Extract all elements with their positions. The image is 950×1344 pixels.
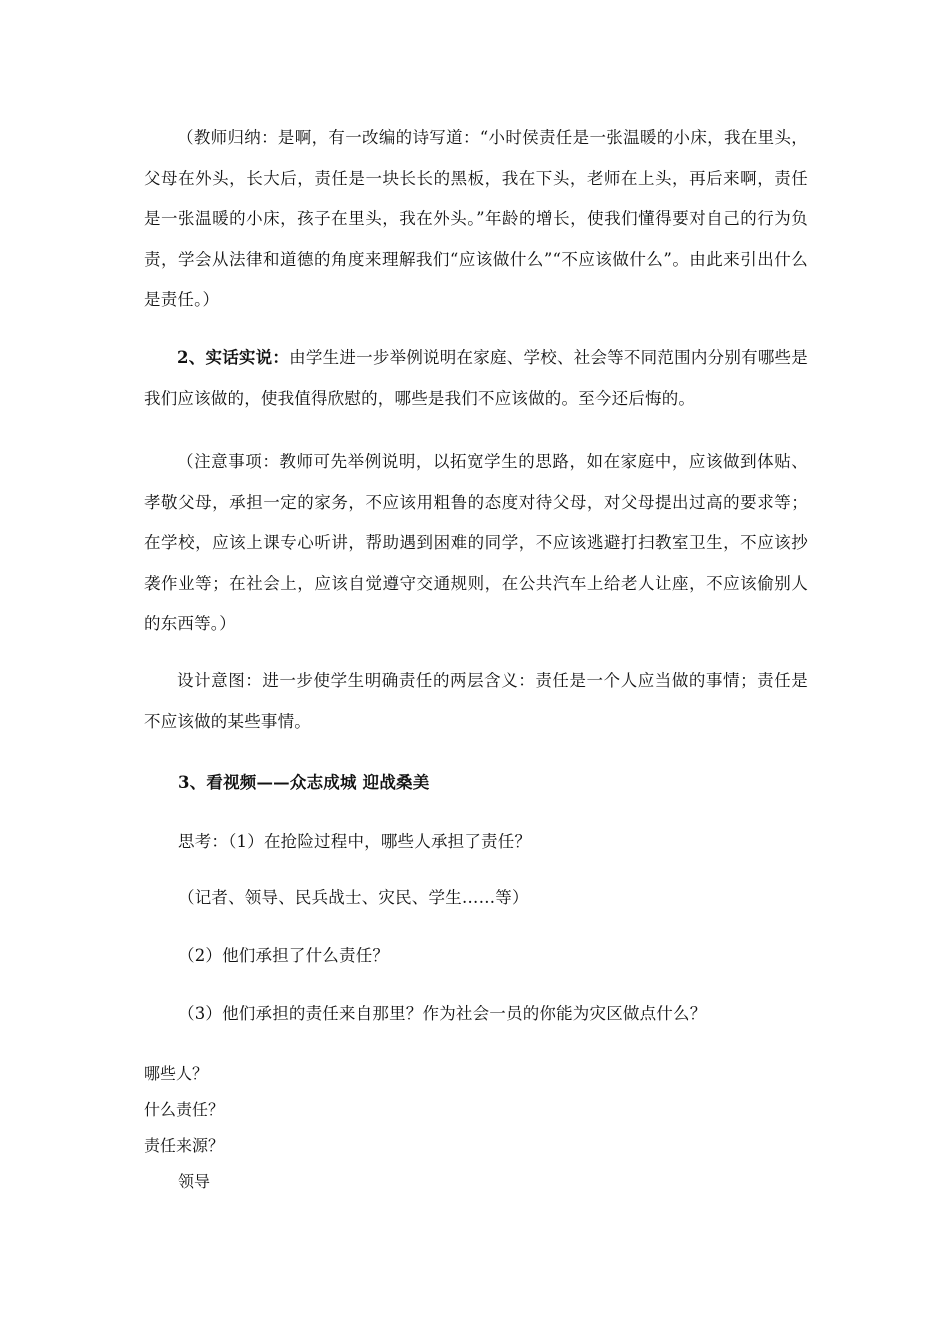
- diagram-item-leader: 领导: [178, 1172, 211, 1191]
- diagram-label-who: 哪些人？: [144, 1064, 209, 1083]
- teacher-summary-paragraph: （教师归纳：是啊，有一改编的诗写道：“小时侯责任是一张温暖的小床，我在里头，父母在外头，长大后，责任是一块长长的黑板，我在下头，老师在上头，再后来啊，责任是一张温暖的小床，孩子在里头，我在外头。”年龄的增长，使我们懂得要对自己的行为负责，学会从法律和道德的角度来理解我们“应该做什么”“不应该做什么”。由此来引出什么是责任。）: [144, 128, 808, 309]
- notes-paragraph: （注意事项：教师可先举例说明，以拓宽学生的思路，如在家庭中，应该做到体贴、孝敬父母，承担一定的家务，不应该用粗鲁的态度对待父母，对父母提出过高的要求等；在学校，应该上课专心听讲，帮助遇到困难的同学，不应该逃避打扫教室卫生，不应该抄袭作业等；在社会上，应该自觉遵守交通规则，在公共汽车上给老人让座，不应该偷别人的东西等。）: [144, 452, 808, 633]
- diagram-label-source: 责任来源？: [144, 1136, 225, 1155]
- section-3-heading: 3、看视频——众志成城 迎战桑美: [178, 773, 430, 792]
- question-1: 思考：（1）在抢险过程中，哪些人承担了责任？: [178, 832, 532, 851]
- question-2: （2）他们承担了什么责任？: [178, 946, 390, 965]
- activity-2-heading: 2、实话实说：: [177, 348, 290, 367]
- activity-2-paragraph: [144, 338, 808, 419]
- activity-2-body: 由学生进一步举例说明在家庭、学校、社会等不同范围内分别有哪些是我们应该做的，使我值得欣慰的，哪些是我们不应该做的。至今还后悔的。: [144, 348, 808, 408]
- diagram-label-what: 什么责任？: [144, 1100, 225, 1119]
- question-3: （3）他们承担的责任来自那里？作为社会一员的你能为灾区做点什么？: [178, 1004, 707, 1023]
- design-intent-paragraph: 设计意图：进一步使学生明确责任的两层含义：责任是一个人应当做的事情；责任是不应该做的某些事情。: [144, 671, 808, 731]
- answer-1: （记者、领导、民兵战士、灾民、学生……等）: [178, 888, 529, 907]
